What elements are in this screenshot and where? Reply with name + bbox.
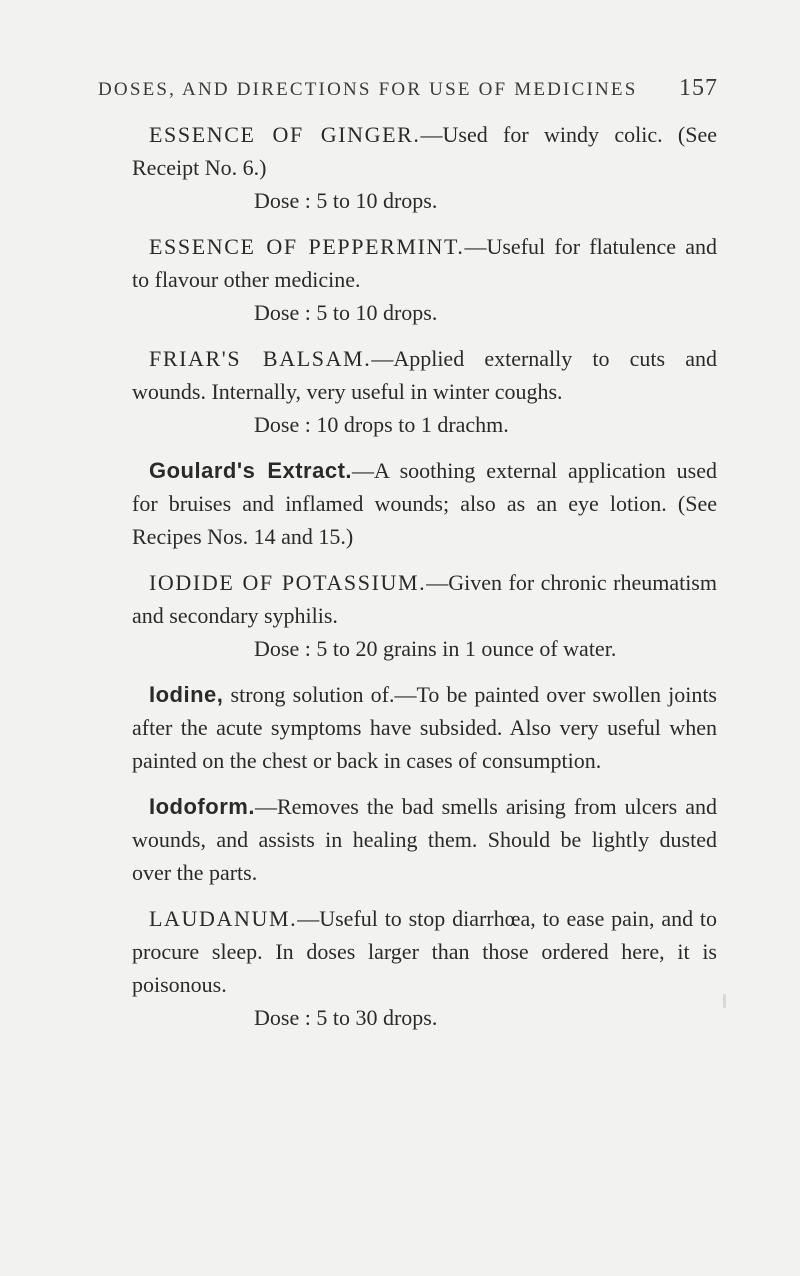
entry-text — [132, 790, 717, 889]
entry-iodoform — [132, 790, 717, 889]
entry-body: —Removes the bad smells arising from ulcers and wounds, and assists in healing them. Should be lightly dusted over the parts. — [132, 794, 717, 885]
entry-body: —Useful to stop diarrhœa, to ease pain, and to procure sleep. In doses larger than those ordered here, it is poisonous. — [132, 906, 717, 997]
paper-mark — [723, 994, 726, 1008]
entry-text — [132, 902, 717, 1001]
medicine-entries — [132, 118, 717, 1047]
entry-title: FRIAR'S BALSAM. — [149, 346, 372, 371]
entry-dose: Dose : 5 to 20 grains in 1 ounce of water. — [254, 636, 617, 661]
page-number: 157 — [679, 75, 718, 101]
entry-body: —A soothing external application used for bruises and inflamed wounds; also as an eye lotion. (See Recipes Nos. 14 and 15.) — [132, 458, 718, 549]
entry-text — [132, 118, 717, 184]
entry-iodine — [132, 678, 717, 777]
entry-body: strong solution of.—To be painted over swollen joints after the acute symptoms have subsided. Also very useful when painted on the chest or back in cases of consumption. — [132, 682, 717, 773]
entry-dose: Dose : 5 to 10 drops. — [254, 188, 438, 213]
entry-text — [132, 230, 717, 296]
entry-title: Iodine, — [149, 682, 224, 707]
entry-text — [132, 342, 717, 408]
entry-essence-of-peppermint — [132, 230, 717, 329]
entry-title: ESSENCE OF GINGER. — [149, 122, 421, 147]
entry-title: ESSENCE OF PEPPERMINT. — [149, 234, 465, 259]
entry-essence-of-ginger — [132, 118, 717, 217]
running-title: DOSES, AND DIRECTIONS FOR USE OF MEDICINES — [98, 79, 638, 100]
entry-body: —Given for chronic rheumatism and secondary syphilis. — [132, 570, 717, 628]
entry-text — [132, 566, 717, 632]
entry-body: —Applied externally to cuts and wounds. Internally, very useful in winter coughs. — [132, 346, 717, 404]
entry-iodide-of-potassium — [132, 566, 717, 665]
entry-dose: Dose : 10 drops to 1 drachm. — [254, 412, 509, 437]
entry-title: Goulard's Extract. — [149, 458, 353, 483]
entry-dose: Dose : 5 to 30 drops. — [254, 1005, 438, 1030]
entry-goulards-extract — [132, 454, 717, 553]
entry-body: —Useful for flatulence and to flavour other medicine. — [132, 234, 717, 292]
entry-text — [132, 454, 717, 553]
entry-title: IODIDE OF POTASSIUM. — [149, 570, 427, 595]
entry-title: Iodoform. — [149, 794, 255, 819]
entry-body: —Used for windy colic. (See Receipt No. 6.) — [132, 122, 717, 180]
entry-title: LAUDANUM. — [149, 906, 298, 931]
entry-dose: Dose : 5 to 10 drops. — [254, 300, 438, 325]
entry-text — [132, 678, 717, 777]
entry-friars-balsam — [132, 342, 717, 441]
entry-laudanum — [132, 902, 717, 1034]
running-header — [98, 75, 718, 102]
